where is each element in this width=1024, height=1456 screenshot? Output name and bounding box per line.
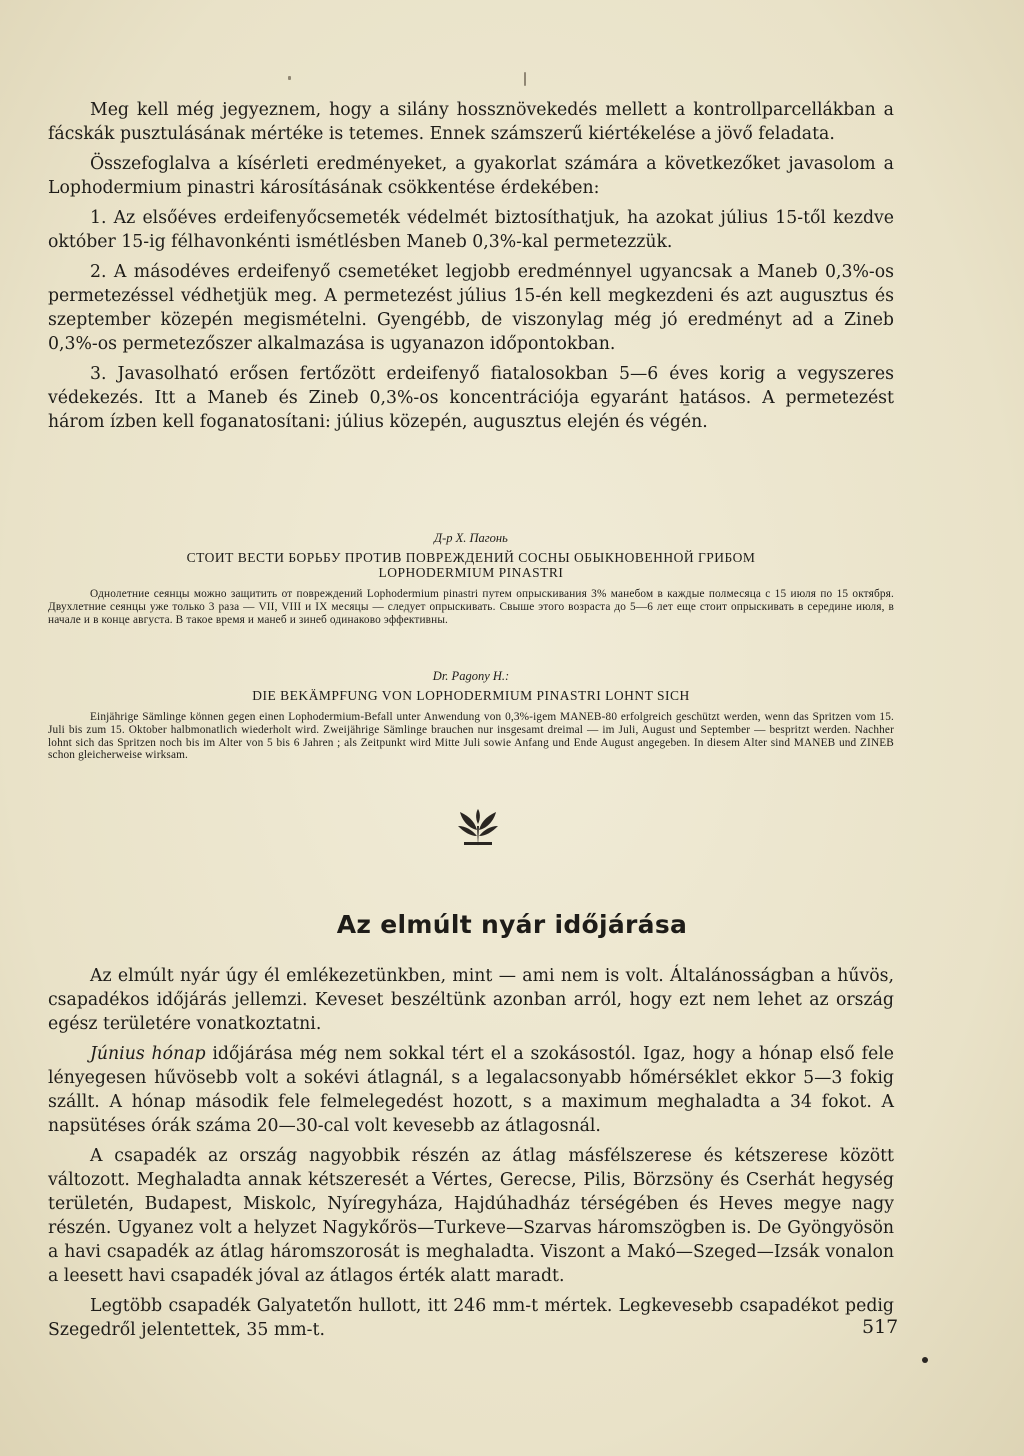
german-summary-text: Einjährige Sämlinge können gegen einen Lophodermium-Befall unter Anwendung von 0,3%-igem MANEB-80 erfolgreich geschützt werden, wenn das Spritzen vom 15. Juli bis zum 15. Oktober halbmonatlich wiederholt wird. Zweijährige Sämlinge brauchen nur insgesamt dreimal — im Juli, August und September — bespritzt werden. Nachher lohnt sich das Spritzen noch bis im Alter von 5 bis 6 Jahren ; als Zeitpunkt wird Mitte Juli sowie Anfang und Ende August angegeben. In diesem Alter sind MANEB und ZINEB schon gleicherweise wirksam. — [48, 711, 894, 762]
german-title: DIE BEKÄMPFUNG VON LOPHODERMIUM PINASTRI LOHNT SICH — [252, 688, 690, 703]
paragraph: Az elmúlt nyár úgy él emlékezetünkben, mint — ami nem is volt. Általánosságban a hűvös, csapadékos időjárás jellemzi. Keveset beszéltünk azonban arról, hogy ezt nem lehet az ország egész területére vonatkoztatni. — [48, 966, 894, 1034]
article-title: Az elmúlt nyár időjárása — [336, 910, 688, 939]
article-continuation — [48, 98, 894, 434]
june-text: időjárása még nem sokkal tért el a szokásostól. Igaz, hogy a hónap első fele lényegesen hűvösebb volt a sokévi átlagnál, s a legalacsonyabb hőmérséklet ekkor 5—3 fokig szállt. A hónap második fele felmelegedést hozott, s a maximum meghaladta a 34 fokot. A napsütéses órák száma 20—30-cal volt kevesebb az átlagosnál. — [48, 1044, 894, 1136]
recommendation-3: 3. Javasolható erősen fertőzött erdeifenyő fiatalosokban 5—6 éves korig a vegyszeres védekezés. Itt a Maneb és Zineb 0,3%-os koncentrációja egyaránt hatásos. A permetezést három ízben kell foganatosítani: július közepén, augusztus elején és végén. — [48, 364, 894, 432]
paragraph: Összefoglalva a kísérleti eredményeket, a gyakorlat számára a következőket javasolom a Lophodermium pinastri károsításának csökkentése érdekében: — [48, 154, 894, 198]
german-author: Dr. Pagony H.: — [432, 669, 510, 683]
print-speck — [524, 72, 526, 86]
weather-article-body — [48, 964, 894, 1342]
german-summary — [48, 668, 894, 762]
june-lead: Június hónap — [90, 1044, 206, 1064]
paragraph-june — [48, 1042, 894, 1138]
paragraph: Legtöbb csapadék Galyatetőn hullott, itt 246 mm-t mértek. Legkevesebb csapadékot pedig Szegedről jelentettek, 35 mm-t. — [48, 1296, 894, 1340]
russian-title-line2: LOPHODERMIUM PINASTRI — [378, 565, 564, 580]
plant-ornament-icon — [450, 808, 506, 848]
recommendation-1: 1. Az elsőéves erdeifenyőcsemeték védelmét biztosíthatjuk, ha azokat július 15-től kezdve október 15-ig félhavonkénti ismétlésben Maneb 0,3%-kal permetezzük. — [48, 208, 894, 252]
paragraph: Meg kell még jegyeznem, hogy a silány hossznövekedés mellett a kontrollparcellákban a fácskák pusztulásának mértéke is tetemes. Ennek számszerű kiértékelése a jövő feladata. — [48, 100, 894, 144]
paragraph: A csapadék az ország nagyobbik részén az átlag másfélszerese és kétszerese között változott. Meghaladta annak kétszeresét a Vértes, Gerecse, Pilis, Börzsöny és Cserhát hegység területén, Budapest, Miskolc, Nyíregyháza, Hajdúhadház térségében és Heves megye nagy részén. Ugyanez volt a helyzet Nagykőrös—Turkeve—Szarvas háromszögben is. De Gyöngyösön a havi csapadék az átlag háromszorosát is meghaladta. Viszont a Makó—Szeged—Izsák vonalon a leesett havi csapadék jóval az átlagos érték alatt maradt. — [48, 1146, 894, 1286]
print-speck — [288, 76, 291, 80]
russian-author: Д-р Х. Пагонь — [434, 531, 508, 545]
recommendation-2: 2. A másodéves erdeifenyő csemetéket legjobb eredménnyel ugyancsak a Maneb 0,3%-os permetezéssel védhetjük meg. A permetezést július 15-én kell megkezdeni és azt augusztus és szeptember közepén megismételni. Gyengébb, de viszonylag még jó eredményt ad a Zineb 0,3%-os permetezőszer alkalmazása is ugyanazon időpontokban. — [48, 262, 894, 354]
russian-summary — [48, 530, 894, 626]
russian-summary-text: Однолетние сеянцы можно защитить от повреждений Lophodermium pinastri путем опрыскивания 3% манебом в каждые полмесяца с 15 июля по 15 октября. Двухлетние сеянцы уже только 3 раза — VII, VIII и IX месяцы — следует опрыскивать. Свыше этого возраста до 5—6 лет еще стоит опрыскивать в середине июля, в начале и в конце августа. В такое время и манеб и зинеб одинаково эффективны. — [48, 588, 894, 626]
page-number: 517 — [862, 1316, 899, 1338]
russian-title-line1: СТОИТ ВЕСТИ БОРЬБУ ПРОТИВ ПОВРЕЖДЕНИЙ СОСНЫ ОБЫКНОВЕННОЙ ГРИБОМ — [186, 550, 756, 565]
print-dot — [922, 1357, 928, 1363]
